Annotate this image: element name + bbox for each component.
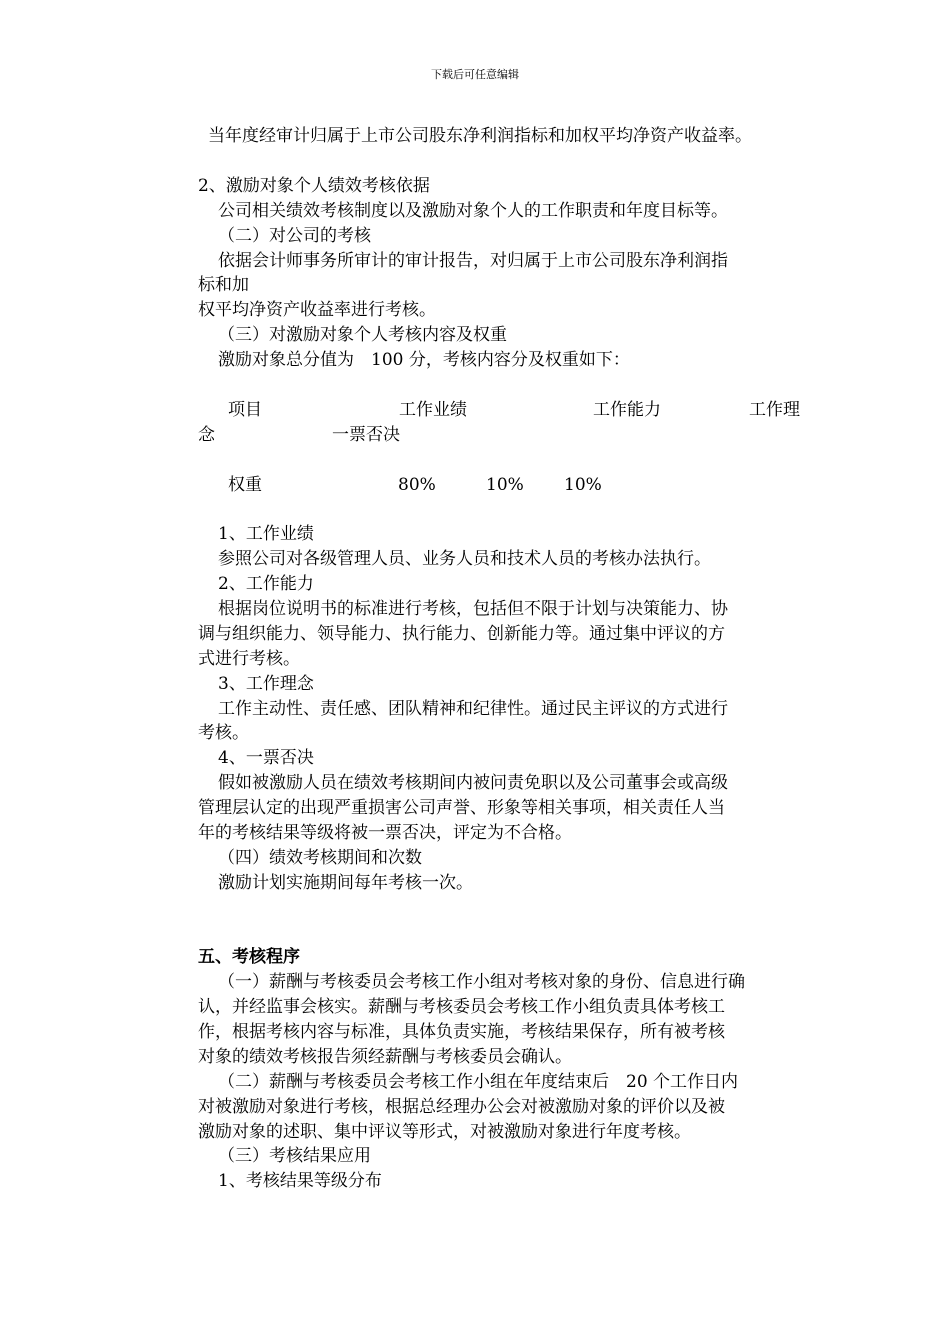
paragraph-line: 对被激励对象进行考核，根据总经理办公会对被激励对象的评价以及被 — [198, 1097, 725, 1117]
section-heading: 1、考核结果等级分布 — [218, 1171, 382, 1191]
table-cell: 10% — [486, 475, 524, 495]
section-heading: （二）对公司的考核 — [218, 226, 371, 246]
table-cell: 10% — [564, 475, 602, 495]
table-header-ability: 工作能力 — [593, 400, 661, 420]
paragraph-line: 工作主动性、责任感、团队精神和纪律性。通过民主评议的方式进行 — [218, 699, 728, 719]
section-title: 五、考核程序 — [198, 947, 300, 967]
section-heading: （三）对激励对象个人考核内容及权重 — [218, 325, 507, 345]
paragraph-line: 年的考核结果等级将被一票否决，评定为不合格。 — [198, 823, 572, 843]
paragraph-line: 当年度经审计归属于上市公司股东净利润指标和加权平均净资产收益率。 — [208, 126, 752, 146]
paragraph-line: 权平均净资产收益率进行考核。 — [198, 300, 436, 320]
paragraph-line: 激励对象的述职、集中评议等形式，对被激励对象进行年度考核。 — [198, 1122, 691, 1142]
paragraph-line: 参照公司对各级管理人员、业务人员和技术人员的考核办法执行。 — [218, 549, 711, 569]
paragraph-line: （二）薪酬与考核委员会考核工作小组在年度结束后 20 个工作日内 — [218, 1072, 739, 1092]
paragraph-line: （一）薪酬与考核委员会考核工作小组对考核对象的身份、信息进行确 — [218, 972, 745, 992]
table-header-item: 项目 — [228, 400, 262, 420]
section-heading: 3、工作理念 — [218, 674, 314, 694]
table-cell: 80% — [398, 475, 436, 495]
paragraph-line: 依据会计师事务所审计的审计报告，对归属于上市公司股东净利润指 — [218, 251, 728, 271]
table-header-performance: 工作业绩 — [399, 400, 467, 420]
section-heading: 1、工作业绩 — [218, 524, 314, 544]
paragraph-line: 假如被激励人员在绩效考核期间内被问责免职以及公司董事会或高级 — [218, 773, 728, 793]
table-row-label: 权重 — [228, 475, 262, 495]
paragraph-line: 标和加 — [198, 275, 249, 295]
section-heading: （三）考核结果应用 — [218, 1146, 371, 1166]
paragraph-line: 认，并经监事会核实。薪酬与考核委员会考核工作小组负责具体考核工 — [198, 997, 725, 1017]
paragraph-line: 式进行考核。 — [198, 649, 300, 669]
paragraph-line: 作，根据考核内容与标准，具体负责实施，考核结果保存，所有被考核 — [198, 1022, 725, 1042]
page-header: 下载后可任意编辑 — [431, 68, 519, 81]
table-header-veto: 一票否决 — [332, 425, 400, 445]
section-heading: 2、激励对象个人绩效考核依据 — [198, 176, 430, 196]
paragraph-line: 根据岗位说明书的标准进行考核，包括但不限于计划与决策能力、协 — [218, 599, 728, 619]
section-heading: 4、一票否决 — [218, 748, 314, 768]
paragraph-line: 公司相关绩效考核制度以及激励对象个人的工作职责和年度目标等。 — [218, 201, 728, 221]
paragraph-line: 管理层认定的出现严重损害公司声誉、形象等相关事项，相关责任人当 — [198, 798, 725, 818]
section-heading: 2、工作能力 — [218, 574, 314, 594]
paragraph-line: 激励对象总分值为 100 分，考核内容分及权重如下： — [218, 350, 630, 370]
section-heading: （四）绩效考核期间和次数 — [218, 848, 422, 868]
paragraph-line: 激励计划实施期间每年考核一次。 — [218, 873, 473, 893]
paragraph-line: 考核。 — [198, 723, 249, 743]
paragraph-line: 调与组织能力、领导能力、执行能力、创新能力等。通过集中评议的方 — [198, 624, 725, 644]
table-header-philosophy: 工作理 — [749, 400, 800, 420]
paragraph-line: 对象的绩效考核报告须经薪酬与考核委员会确认。 — [198, 1047, 572, 1067]
table-header-philosophy-cont: 念 — [198, 425, 215, 445]
